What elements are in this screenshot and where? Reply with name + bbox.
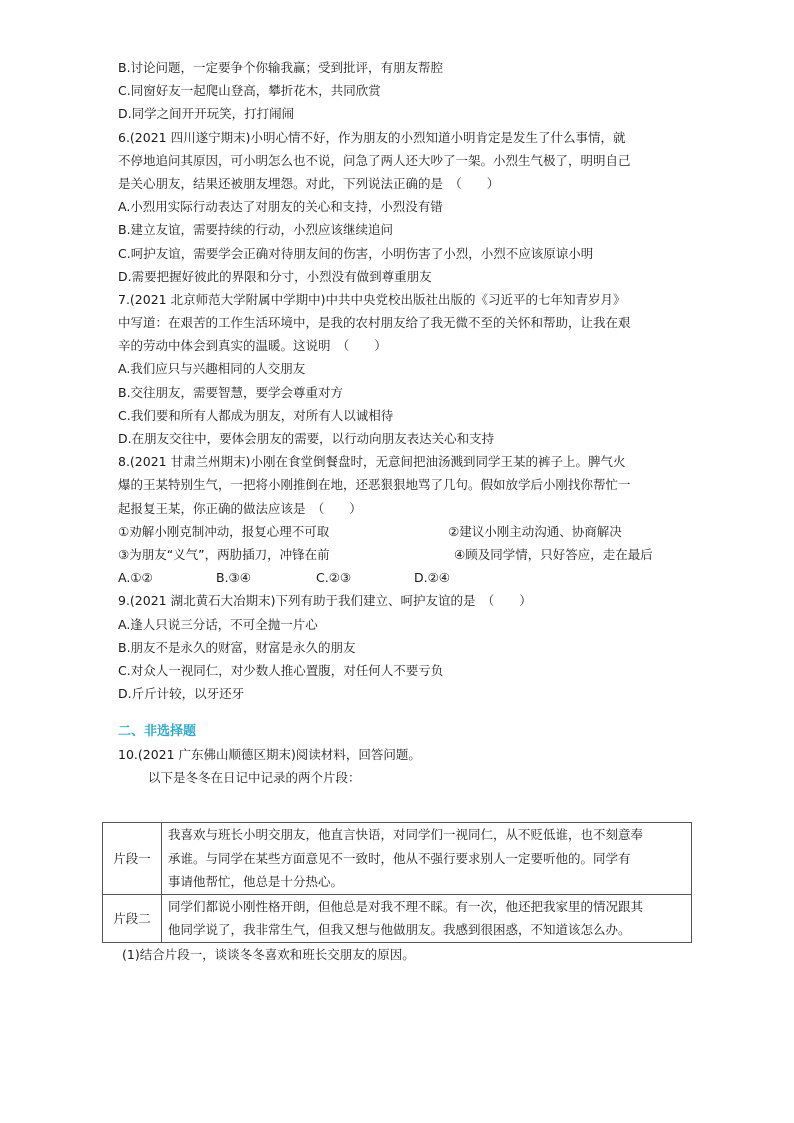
q6-stem-line2: 不停地追问其原因，可小明怎么也不说，问急了两人还大吵了一架。小烈生气极了，明明自己 (118, 152, 631, 168)
q8-option-3: ③为朋友“义气”，两肋插刀，冲锋在前 (118, 546, 330, 562)
q6-stem-line3: 是关心朋友，结果还被朋友埋怨。对此，下列说法正确的是 （ ） (118, 175, 500, 191)
q6-option-c: C.呵护友谊，需要学会正确对待朋友间的伤害，小明伤害了小烈，小烈不应该原谅小明 (118, 245, 594, 261)
q8-options-row1 (118, 520, 690, 543)
fragment-content (162, 823, 692, 895)
table-row (103, 894, 692, 942)
q9-option-b: B.朋友不是永久的财富，财富是永久的朋友 (118, 639, 356, 655)
q8-choice-a: A.①② (118, 570, 153, 586)
fragment-line: 事请他帮忙，他总是十分热心。 (168, 874, 344, 889)
fragment-line: 我喜欢与班长小明交朋友，他直言快语，对同学们一视同仁，从不贬低谁，也不刻意奉 (168, 827, 644, 842)
diary-fragments-table (102, 822, 692, 943)
q7-stem-line2: 中写道：在艰苦的工作生活环境中，是我的农村朋友给了我无微不至的关怀和帮助，让我在艰 (118, 315, 631, 331)
section-title: 二、非选择题 (118, 724, 197, 740)
q7-stem-line1: 7.(2021 北京师范大学附属中学期中)中共中央党校出版社出版的《习近平的七年知青岁月》 (118, 291, 626, 307)
q5-option-d: D.同学之间开开玩笑，打打闹闹 (118, 106, 295, 122)
q5-option-b: B.讨论问题，一定要争个你输我赢；受到批评，有朋友帮腔 (118, 60, 444, 75)
q9-option-c: C.对众人一视同仁，对少数人推心置腹，对任何人不要亏负 (118, 662, 444, 678)
q8-option-1: ①劝解小刚克制冲动，报复心理不可取 (118, 523, 330, 539)
q7-option-c: C.我们要和所有人都成为朋友，对所有人以诚相待 (118, 407, 394, 423)
fragment-line: 他同学说了，我非常生气，但我又想与他做朋友。我感到很困惑，不知道该怎么办。 (168, 922, 631, 937)
q5-option-c: C.同窗好友一起爬山登高，攀折花木，共同欣赏 (118, 83, 381, 99)
q8-stem-line2: 爆的王某特别生气，一把将小刚推倒在地，还恶狠狠地骂了几句。假如放学后小刚找你帮忙一 (118, 477, 631, 493)
q8-stem-line1: 8.(2021 甘肃兰州期末)小刚在食堂倒餐盘时，无意间把油汤溅到同学王某的裤子上。脾气火 (118, 454, 626, 470)
q8-option-2: ②建议小刚主动沟通、协商解决 (448, 523, 622, 539)
q9-option-d: D.斤斤计较，以牙还牙 (118, 686, 245, 702)
fragment-label: 片段二 (103, 894, 162, 942)
q6-option-d: D.需要把握好彼此的界限和分寸，小烈没有做到尊重朋友 (118, 268, 432, 284)
q6-option-a: A.小烈用实际行动表达了对朋友的关心和支持，小烈没有错 (118, 199, 443, 215)
q8-option-4: ④顾及同学情，只好答应，走在最后 (454, 546, 653, 562)
q8-choice-b: B.③④ (216, 570, 251, 586)
fragment-label: 片段一 (103, 823, 162, 895)
fragment-content (162, 894, 692, 942)
q10-intro: 以下是冬冬在日记中记录的两个片段： (148, 770, 361, 786)
q6-stem-line1: 6.(2021 四川遂宁期末)小明心情不好，作为朋友的小烈知道小明肯定是发生了什么事情，就 (118, 129, 626, 145)
q8-choice-d: D.②④ (414, 570, 451, 586)
q9-stem: 9.(2021 湖北黄石大冶期末)下列有助于我们建立、呵护友谊的是 （ ） (118, 593, 532, 609)
q8-choice-c: C.②③ (316, 570, 352, 586)
q7-option-a: A.我们应只与兴趣相同的人交朋友 (118, 361, 306, 377)
fragment-line: 承谁。与同学在某些方面意见不一致时，他从不强行要求别人一定要听他的。同学有 (168, 850, 631, 866)
q7-option-d: D.在朋友交往中，要体会朋友的需要，以行动向朋友表达关心和支持 (118, 431, 495, 446)
q7-option-b: B.交往朋友，需要智慧，要学会尊重对方 (118, 384, 344, 400)
q8-stem-line3: 起报复王某，你正确的做法应该是 （ ） (118, 500, 362, 516)
q8-options-row2 (118, 543, 690, 566)
q10-stem: 10.(2021 广东佛山顺德区期末)阅读材料，回答问题。 (118, 747, 421, 763)
table-row (103, 823, 692, 895)
fragment-line: 同学们都说小刚性格开朗，但他总是对我不理不睬。有一次，他还把我家里的情况跟其 (168, 898, 644, 914)
q6-option-b: B.建立友谊，需要持续的行动，小烈应该继续追问 (118, 222, 394, 238)
question-page (118, 56, 690, 790)
q7-stem-line3: 辛的劳动中体会到真实的温暖。这说明 （ ） (118, 338, 387, 354)
q8-choices-row (118, 566, 690, 589)
q9-option-a: A.逢人只说三分话，不可全抛一片心 (118, 616, 318, 632)
q10-subquestion-1: (1)结合片段一，谈谈冬冬喜欢和班长交朋友的原因。 (122, 947, 415, 962)
